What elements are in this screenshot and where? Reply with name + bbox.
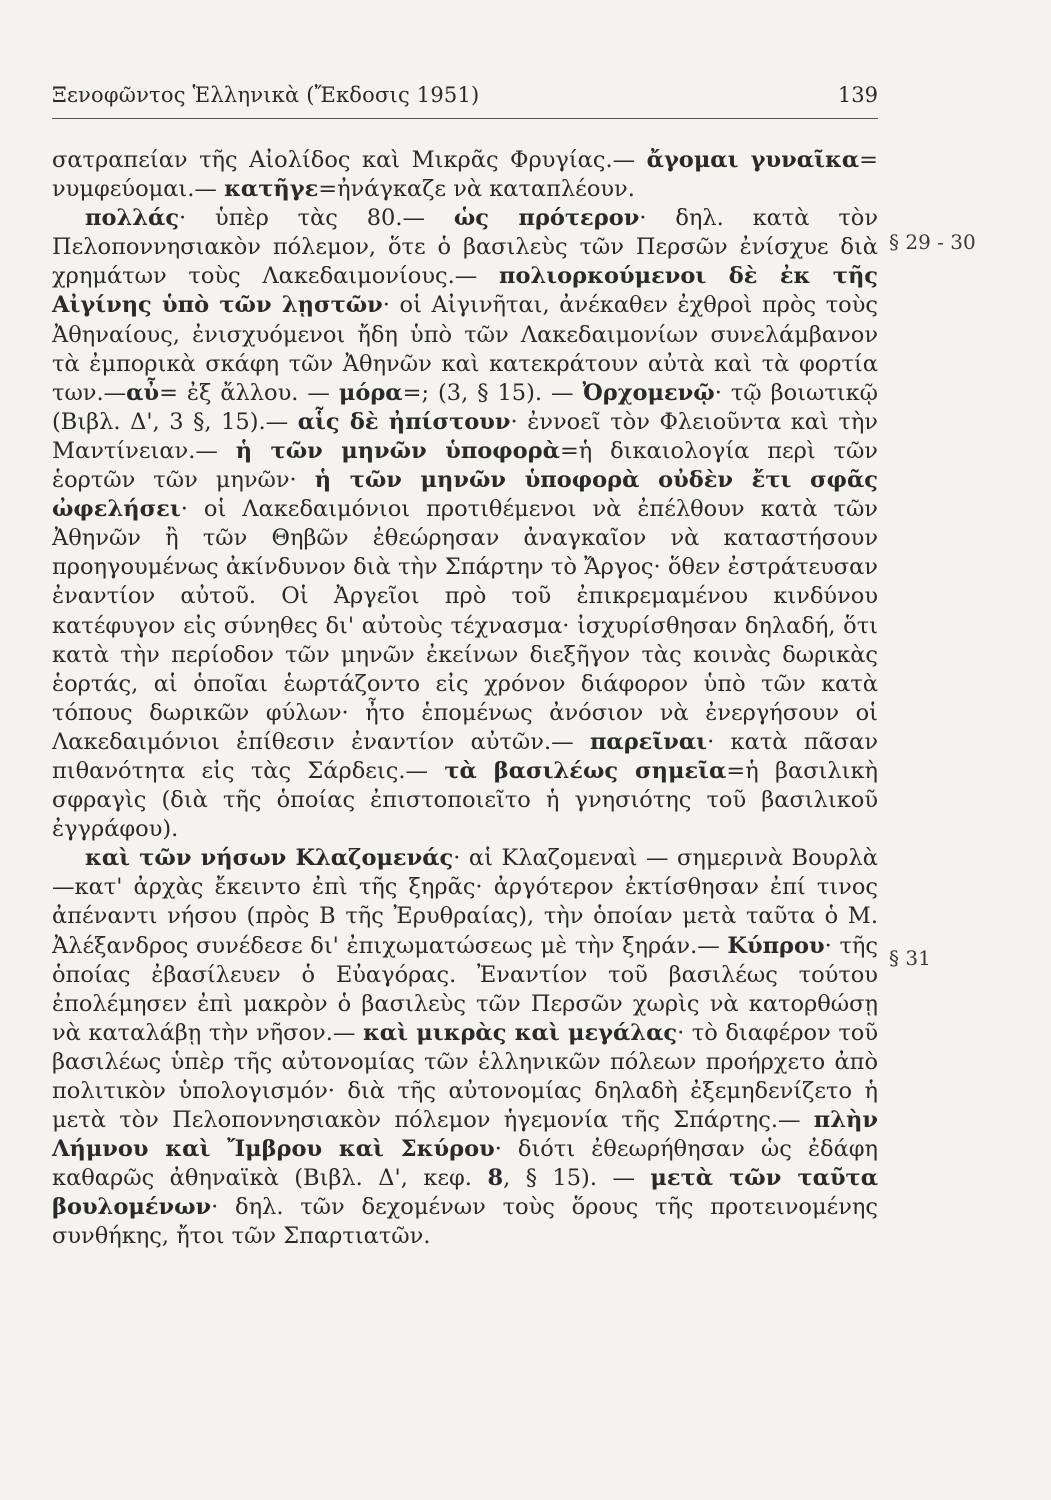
- page-number: 139: [837, 83, 878, 107]
- header-rule: [52, 118, 878, 119]
- lemma-term: κατῆγε: [224, 176, 319, 203]
- running-header: [52, 83, 878, 113]
- commentary-text: =ἠνάγκαζε νὰ καταπλέουν.: [318, 176, 635, 203]
- commentary-text: · δηλ. τῶν δεχομένων τοὺς ὅρους τῆς προτεινομένης συνθήκης, ἤτοι τῶν Σπαρτιατῶν.: [52, 1194, 878, 1250]
- lemma-term: καὶ τῶν νήσων Κλαζομενάς: [85, 845, 454, 872]
- lemma-term: αἷς δὲ ἠπίστουν: [297, 408, 511, 435]
- lemma-term: 8: [487, 1165, 504, 1192]
- commentary-text: σατραπείαν τῆς Αἰολίδος καὶ Μικρᾶς Φρυγίας.—: [52, 147, 647, 173]
- lemma-term: ἄγομαι γυναῖκα: [646, 147, 860, 173]
- lemma-term: ὡς πρότερον: [453, 205, 640, 232]
- commentary-text: =ἡ δικαιολογία περὶ τῶν ἑορτῶν τῶν μηνῶν·: [52, 437, 878, 494]
- lemma-term: μόρα: [338, 379, 403, 406]
- paragraph: [52, 146, 878, 204]
- commentary-text: · δηλ. κατὰ τὸν Πελοποννησιακὸν πόλεμον, ὅτε ὁ βασιλεὺς τῶν Περσῶν ἐνίσχυε διὰ χρημάτων τοὺς Λακεδαιμονίους.—: [52, 205, 878, 290]
- commentary-text: · ὑπὲρ τὰς 80.—: [179, 205, 454, 232]
- commentary-text: , § 15). —: [503, 1165, 651, 1192]
- lemma-term: ἡ τῶν μηνῶν ὑποφορὰ: [235, 437, 560, 464]
- header-title: Ξενοφῶντος Ἑλληνικὰ (Ἔκδοσις 1951): [52, 83, 480, 107]
- lemma-term: πλὴν Λήμνου καὶ Ἴμβρου καὶ Σκύρου: [52, 1107, 878, 1163]
- commentary-text: · κατὰ πᾶσαν πιθανότητα εἰς τὰς Σάρδεις.—: [52, 728, 878, 784]
- lemma-term: αὖ: [126, 379, 160, 406]
- commentary-body: [52, 146, 878, 1252]
- commentary-text: · αἱ Κλαζομεναὶ — σημερινὰ Βουρλὰ —κατ' ἀρχὰς ἔκειντο ἐπὶ τῆς ξηρᾶς· ἀργότερον ἐκτίσθησαν ἐπί τινος ἀπέναντι νήσου (πρὸς Β τῆς Ἐρυθραίας), τὴν ὁποίαν μετὰ ταῦτα ὁ Μ. Ἀλέξανδρος συνέδεσε δι' ἐπιχωματώσεως μὲ τὴν ξηράν.—: [52, 845, 878, 959]
- commentary-text: · τῆς ὁποίας ἐβασίλευεν ὁ Εὐαγόρας. Ἐναντίον τοῦ βασιλέως τούτου ἐπολέμησεν ἐπὶ μακρὸν ὁ βασιλεὺς τῶν Περσῶν χωρὶς νὰ κατορθώσῃ νὰ καταλάβῃ τὴν νῆσον.—: [52, 932, 878, 1046]
- commentary-text: =; (3, § 15). —: [402, 379, 583, 406]
- lemma-term: μετὰ τῶν ταῦτα βουλομένων: [52, 1165, 879, 1221]
- lemma-term: παρεῖναι: [589, 728, 708, 755]
- lemma-term: ἡ τῶν μηνῶν ὑποφορὰ οὐδὲν ἔτι σφᾶς ὠφελήσει: [52, 467, 878, 523]
- paragraph: [52, 844, 878, 1251]
- lemma-term: Κύπρου: [727, 932, 825, 959]
- commentary-text: · τὸ διαφέρον τοῦ βασιλέως ὑπὲρ τῆς αὐτονομίας τῶν ἑλληνικῶν πόλεων προήρχετο ἀπὸ πολιτικὸν ὑπολογισμόν· διὰ τῆς αὐτονομίας δηλαδὴ ἐξεμηδενίζετο ἡ μετὰ τὸν Πελοποννησιακὸν πόλεμον ἡγεμονία τῆς Σπάρτης.—: [52, 1019, 879, 1134]
- commentary-text: · οἱ Αἰγινῆται, ἀνέκαθεν ἐχθροὶ πρὸς τοὺς Ἀθηναίους, ἐνισχυόμενοι ἤδη ὑπὸ τῶν Λακεδαιμονίων συνελάμβανον τὰ ἐμπορικὰ σκάφη τῶν Ἀθηνῶν καὶ κατεκράτουν αὐτὰ καὶ τὰ φορτία των.—: [52, 292, 878, 406]
- margin-ref-31: § 31: [889, 946, 931, 970]
- commentary-text: =ἡ βασιλικὴ σφραγὶς (διὰ τῆς ὁποίας ἐπιστοποιεῖτο ἡ γνησιότης τοῦ βασιλικοῦ ἐγγράφου).: [52, 757, 879, 843]
- commentary-text: = ἐξ ἄλλου. —: [159, 379, 339, 406]
- lemma-term: πολιορκούμενοι δὲ ἐκ τῆς Αἰγίνης ὑπὸ τῶν λῃστῶν: [52, 263, 878, 319]
- lemma-term: πολλάς: [85, 205, 180, 232]
- lemma-term: τὰ βασιλέως σημεῖα: [444, 757, 727, 784]
- commentary-text: = νυμφεύομαι.—: [52, 147, 878, 203]
- commentary-text: · διότι ἐθεωρήθησαν ὡς ἐδάφη καθαρῶς ἀθηναϊκὰ (Βιβλ. Δ', κεφ.: [52, 1136, 878, 1192]
- lemma-term: Ὀρχομενῷ: [582, 379, 715, 406]
- commentary-text: · ἐννοεῖ τὸν Φλειοῦντα καὶ τὴν Μαντίνειαν.—: [52, 408, 878, 464]
- margin-ref-29-30: § 29 - 30: [889, 230, 976, 254]
- paragraph: [52, 204, 878, 844]
- commentary-text: · τῷ βοιωτικῷ (Βιβλ. Δ', 3 §, 15).—: [52, 379, 878, 435]
- lemma-term: καὶ μικρὰς καὶ μεγάλας: [362, 1019, 678, 1046]
- commentary-text: · οἱ Λακεδαιμόνιοι προτιθέμενοι νὰ ἐπέλθουν κατὰ τῶν Ἀθηνῶν ἢ τῶν Θηβῶν ἐθεώρησαν ἀναγκαῖον νὰ καταστήσουν προηγουμένως ἀκίνδυνον διὰ τὴν Σπάρτην τὸ Ἄργος· ὅθεν ἐστράτευσαν ἐναντίον αὐτοῦ. Οἱ Ἀργεῖοι πρὸ τοῦ ἐπικρεμαμένου κινδύνου κατέφυγον εἰς σύνηθες δι' αὐτοὺς τέχνασμα· ἰσχυρίσθησαν δηλαδή, ὅτι κατὰ τὴν περίοδον τῶν μηνῶν ἐκείνων διεξῆγον τὰς κοινὰς δωρικὰς ἑορτάς, αἱ ὁποῖαι ἑωρτάζοντο εἰς χρόνον διάφορον ὑπὸ τῶν κατὰ τόπους δωρικῶν φύλων· ἦτο ἑπομένως ἀνόσιον νὰ ἐνεργήσουν οἱ Λακεδαιμόνιοι ἐπίθεσιν ἐναντίον αὐτῶν.—: [52, 496, 878, 755]
